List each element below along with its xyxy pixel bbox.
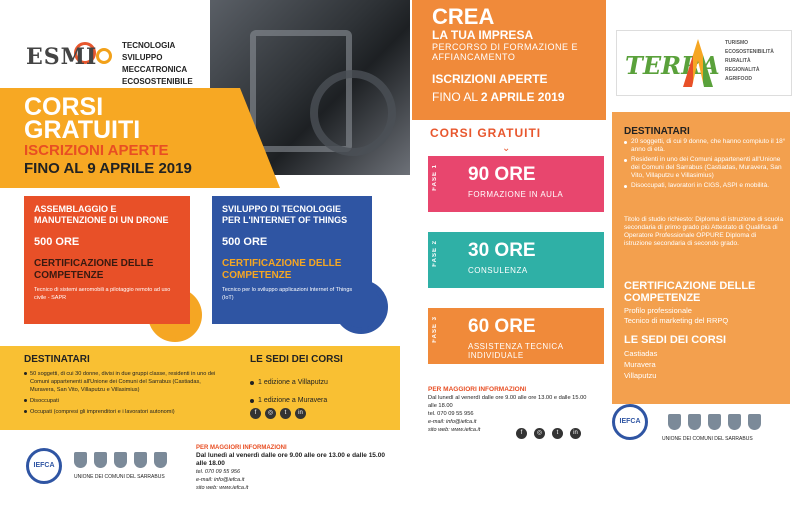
- municipal-crest: [688, 414, 701, 430]
- phase-hours: 60 ORE: [468, 316, 536, 337]
- terra-logo: [616, 30, 792, 96]
- course-certification: CERTIFICAZIONE DELLE COMPETENZE: [34, 258, 154, 281]
- contact-info: [196, 444, 396, 492]
- course-card-drone: [24, 196, 190, 324]
- sedi-list: [250, 374, 328, 410]
- list-item: 1 edizione a Muravera: [250, 392, 328, 410]
- phase-hours: 30 ORE: [468, 240, 536, 261]
- terra-list: [725, 39, 774, 84]
- course-card-iot: [212, 196, 372, 324]
- list-item: Muravera: [624, 360, 656, 369]
- phase-card-2: [428, 232, 604, 288]
- instagram-icon[interactable]: ◎: [265, 408, 276, 419]
- municipal-crest: [708, 414, 721, 430]
- terra-wordmark: TERRA: [625, 51, 720, 80]
- terra-item: RURALITÀ: [725, 58, 751, 64]
- municipal-crest: [74, 452, 87, 468]
- phase-card-3: [428, 308, 604, 364]
- profile: [624, 306, 728, 326]
- certification-title: CERTIFICAZIONE DELLE COMPETENZE: [624, 280, 756, 304]
- sedi-list: [624, 348, 657, 381]
- profile-label: Profilo professionale: [624, 306, 692, 315]
- unione-label: UNIONE DEI COMUNI DEL SARRABUS: [74, 474, 165, 480]
- info-email[interactable]: e-mail: info@iefca.it: [428, 419, 477, 425]
- iscrizioni-aperte: ISCRIZIONI APERTE: [432, 72, 548, 86]
- terra-item: AGRIFOOD: [725, 76, 752, 82]
- list-item: 1 edizione a Villaputzu: [250, 374, 328, 392]
- iefca-logo: IEFCA: [26, 448, 62, 484]
- info-site[interactable]: sito web: www.iefca.it: [428, 427, 481, 433]
- phase-caption: CONSULENZA: [468, 266, 528, 275]
- destinatari-list: [24, 370, 224, 419]
- phase-hours: 90 ORE: [468, 164, 536, 185]
- list-item: Residenti in uno dei Comuni appartenenti all'Unione dei Comuni del Sarrabus (Castiadas, Muravera, San Vito, Villaputzu e Villasimius): [624, 156, 786, 180]
- info-tel: tel. 070 09 55 956: [428, 411, 474, 417]
- twitter-icon[interactable]: t: [552, 428, 563, 439]
- contact-info: [428, 386, 588, 434]
- terra-item: TURISMO: [725, 40, 749, 46]
- acronym-line: TECNOLOGIA: [122, 41, 176, 50]
- crea-title: CREA: [432, 4, 495, 29]
- list-item: Villaputzu: [624, 371, 657, 380]
- course-hours: 500 ORE: [34, 236, 80, 248]
- phase-label: FASE 1: [432, 164, 438, 191]
- deadline-prefix: FINO AL: [432, 90, 481, 104]
- phase-card-1: [428, 156, 604, 212]
- iefca-logo: IEFCA: [612, 404, 648, 440]
- municipal-crest: [728, 414, 741, 430]
- info-header: PER MAGGIORI INFORMAZIONI: [428, 386, 527, 393]
- deadline: FINO AL 9 APRILE 2019: [24, 160, 192, 177]
- phase-caption: FORMAZIONE IN AULA: [468, 190, 564, 199]
- course-description: Tecnico per lo sviluppo applicazioni Internet of Things (IoT): [222, 287, 353, 301]
- list-item: 20 soggetti, di cui 9 donne, che hanno compiuto il 18° anno di età.: [624, 138, 786, 154]
- course-title: ASSEMBLAGGIO E MANUTENZIONE DI UN DRONE: [34, 204, 169, 225]
- crea-flyer: [412, 0, 800, 506]
- list-item: Castiadas: [624, 349, 658, 358]
- percorso: PERCORSO DI FORMAZIONE E AFFIANCAMENTO: [432, 42, 579, 62]
- acronym-line: SVILUPPO: [122, 53, 163, 62]
- phase-label: FASE 3: [432, 316, 438, 343]
- info-site[interactable]: sito web: www.iefca.it: [196, 485, 249, 491]
- course-hours: 500 ORE: [222, 236, 268, 248]
- arrow-down-icon: ⌄: [502, 143, 511, 154]
- list-item: Disoccupati, lavoratori in CIGS, ASPI e mobilità.: [624, 182, 786, 190]
- twitter-icon[interactable]: t: [280, 408, 291, 419]
- list-item: Occupati (compresi gli imprenditori e i lavoratori autonomi): [24, 408, 224, 416]
- esmi-acronym: [122, 40, 193, 88]
- gear-icon: [96, 48, 112, 64]
- facebook-icon[interactable]: f: [250, 408, 261, 419]
- phase-label: FASE 2: [432, 240, 438, 267]
- corsi-gratuiti-title: CORSI GRATUITI: [24, 93, 141, 144]
- info-header: PER MAGGIORI INFORMAZIONI: [196, 445, 287, 451]
- municipal-crest: [154, 452, 167, 468]
- sedi-title: LE SEDI DEI CORSI: [624, 334, 727, 346]
- subtitle: LA TUA IMPRESA: [432, 28, 534, 42]
- titolo-studio: Titolo di studio richiesto: Diploma di istruzione di scuola secondaria di primo grado più Attestato di Qualifica di Operatore Professionale OPPURE Diploma di istruzione secondaria di secondo grado.: [624, 216, 784, 247]
- terra-item: ECOSOSTENIBILITÀ: [725, 49, 774, 55]
- acronym-line: MECCATRONICA: [122, 65, 188, 74]
- course-description: Tecnico di sistemi aeromobili a pilotaggio remoto ad uso civile - SAPR: [34, 287, 171, 301]
- list-item: 50 soggetti, di cui 30 donne, divisi in due gruppi classe, residenti in uno dei Comuni appartenenti all'Unione dei Comuni del Sarrabus (Castiadas, Muravera, San Vito, Villaputzu e Villasimius): [24, 370, 224, 394]
- esmi-logo-text: ESMI: [26, 44, 98, 70]
- municipal-crest: [94, 452, 107, 468]
- course-title: SVILUPPO DI TECNOLOGIE PER L'INTERNET OF THINGS: [222, 204, 348, 225]
- deadline: [432, 90, 565, 104]
- destinatari-title: DESTINATARI: [24, 354, 90, 365]
- iscrizioni-aperte: ISCRIZIONI APERTE: [24, 142, 169, 159]
- municipal-crest: [114, 452, 127, 468]
- info-tel: tel. 070 09 55 956: [196, 469, 241, 475]
- instagram-icon[interactable]: ◎: [534, 428, 545, 439]
- info-email[interactable]: e-mail: info@iefca.it: [196, 477, 245, 483]
- terra-item: REGIONALITÀ: [725, 67, 760, 73]
- municipal-crest: [134, 452, 147, 468]
- municipal-crest: [668, 414, 681, 430]
- course-certification: CERTIFICAZIONE DELLE COMPETENZE: [222, 258, 342, 281]
- destinatari-title: DESTINATARI: [624, 126, 690, 137]
- destinatari-list: [624, 138, 786, 192]
- unione-label: UNIONE DEI COMUNI DEL SARRABUS: [662, 436, 753, 442]
- linkedin-icon[interactable]: in: [570, 428, 581, 439]
- acronym-line: ECOSOSTENIBILE: [122, 77, 193, 86]
- profile-value: Tecnico di marketing del RRPQ: [624, 316, 729, 325]
- sedi-title: LE SEDI DEI CORSI: [250, 354, 343, 365]
- info-hours: Dal lunedì al venerdì dalle ore 9.00 alle ore 13.00 e dalle 15.00 alle 18.00: [428, 395, 587, 409]
- facebook-icon[interactable]: f: [516, 428, 527, 439]
- linkedin-icon[interactable]: in: [295, 408, 306, 419]
- municipal-crest: [748, 414, 761, 430]
- list-item: Disoccupati: [24, 397, 224, 405]
- corsi-gratuiti-title: CORSI GRATUITI: [430, 126, 542, 140]
- phase-caption: ASSISTENZA TECNICA INDIVIDUALE: [468, 342, 564, 360]
- deadline-date: 2 APRILE 2019: [480, 90, 565, 104]
- info-hours: Dal lunedì al venerdì dalle ore 9.00 alle ore 13.00 e dalle 15.00 alle 18.00: [196, 452, 385, 467]
